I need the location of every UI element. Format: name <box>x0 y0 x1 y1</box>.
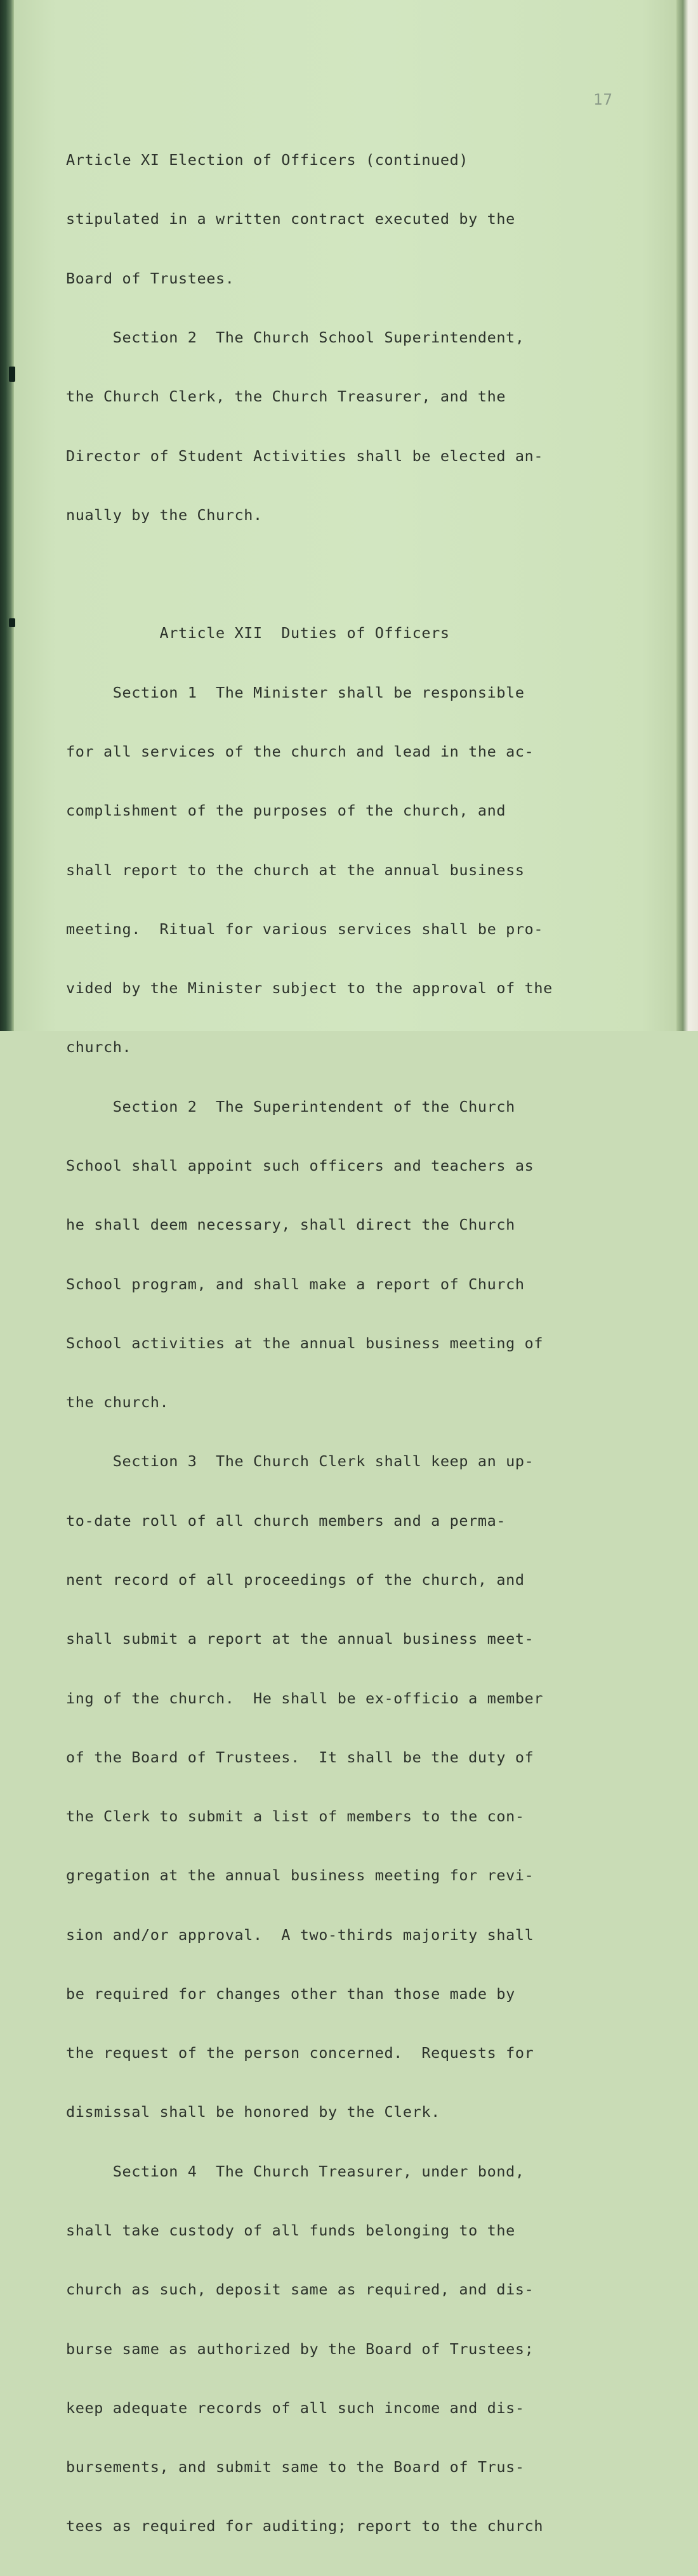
text-line: Section 2 The Superintendent of the Church <box>66 1097 515 1116</box>
text-line: ing of the church. He shall be ex-officio a member <box>66 1689 544 1707</box>
page-number: 17 <box>593 91 613 108</box>
text-line: keep adequate records of all such income and dis- <box>66 2398 525 2417</box>
text-line: to-date roll of all church members and a perma- <box>66 1511 506 1530</box>
text-line: the Church Clerk, the Church Treasurer, and the <box>66 387 506 406</box>
text-line: Section 2 The Church School Superintendent, <box>66 329 525 347</box>
text-line: church as such, deposit same as required, and dis- <box>66 2280 534 2299</box>
text-line: meeting. Ritual for various services shall be pro- <box>66 920 544 938</box>
staple-bottom <box>9 618 15 627</box>
text-line: School program, and shall make a report of Church <box>66 1275 525 1293</box>
text-line: gregation at the annual business meeting for revi- <box>66 1866 534 1885</box>
text-line: burse same as authorized by the Board of Trustees; <box>66 2339 534 2358</box>
article-heading: Article XII Duties of Officers <box>66 624 450 642</box>
text-line: sion and/or approval. A two-thirds majority shall <box>66 1925 534 1944</box>
text-line: Section 1 The Minister shall be responsible <box>66 683 525 701</box>
text-line: the Clerk to submit a list of members to the con- <box>66 1807 525 1826</box>
text-line: for all services of the church and lead in the ac- <box>66 743 534 760</box>
text-line: dismissal shall be honored by the Clerk. <box>66 2103 440 2121</box>
right-page-edge <box>676 0 698 1031</box>
text-line: Article XI Election of Officers (continued) <box>66 151 469 169</box>
text-line: he shall deem necessary, shall direct the Church <box>66 1216 515 1234</box>
text-line: the church. <box>66 1393 169 1412</box>
text-line: bursements, and submit same to the Board of Trus- <box>66 2458 525 2476</box>
text-line: complishment of the purposes of the church, and <box>66 802 506 820</box>
text-line: shall take custody of all funds belonging to the <box>66 2221 515 2240</box>
text-line: tees as required for auditing; report to the church <box>66 2517 544 2535</box>
text-line: Section 4 The Church Treasurer, under bond, <box>66 2162 525 2180</box>
text-line: nually by the Church. <box>66 505 263 524</box>
text-line: stipulated in a written contract executed by the <box>66 210 515 228</box>
text-line: Section 3 The Church Clerk shall keep an up- <box>66 1452 534 1471</box>
text-line: Director of Student Activities shall be elected an- <box>66 446 544 465</box>
text-line: shall report to the church at the annual business <box>66 861 525 879</box>
blank-line <box>66 564 624 584</box>
text-line: of the Board of Trustees. It shall be the duty of <box>66 1748 534 1766</box>
text-line: nent record of all proceedings of the church, and <box>66 1570 525 1589</box>
text-line: shall submit a report at the annual business meet- <box>66 1630 534 1648</box>
text-line: School shall appoint such officers and teachers as <box>66 1156 534 1174</box>
left-binding-edge <box>0 0 14 1031</box>
body-text <box>66 111 624 2576</box>
text-line: be required for changes other than those made by <box>66 1984 515 2003</box>
text-line: church. <box>66 1038 132 1057</box>
text-line: vided by the Minister subject to the approval of the <box>66 979 553 998</box>
text-line: School activities at the annual business meeting of <box>66 1334 544 1352</box>
staple-top <box>9 367 15 382</box>
text-line: the request of the person concerned. Requests for <box>66 2044 534 2062</box>
text-line: Board of Trustees. <box>66 269 235 287</box>
